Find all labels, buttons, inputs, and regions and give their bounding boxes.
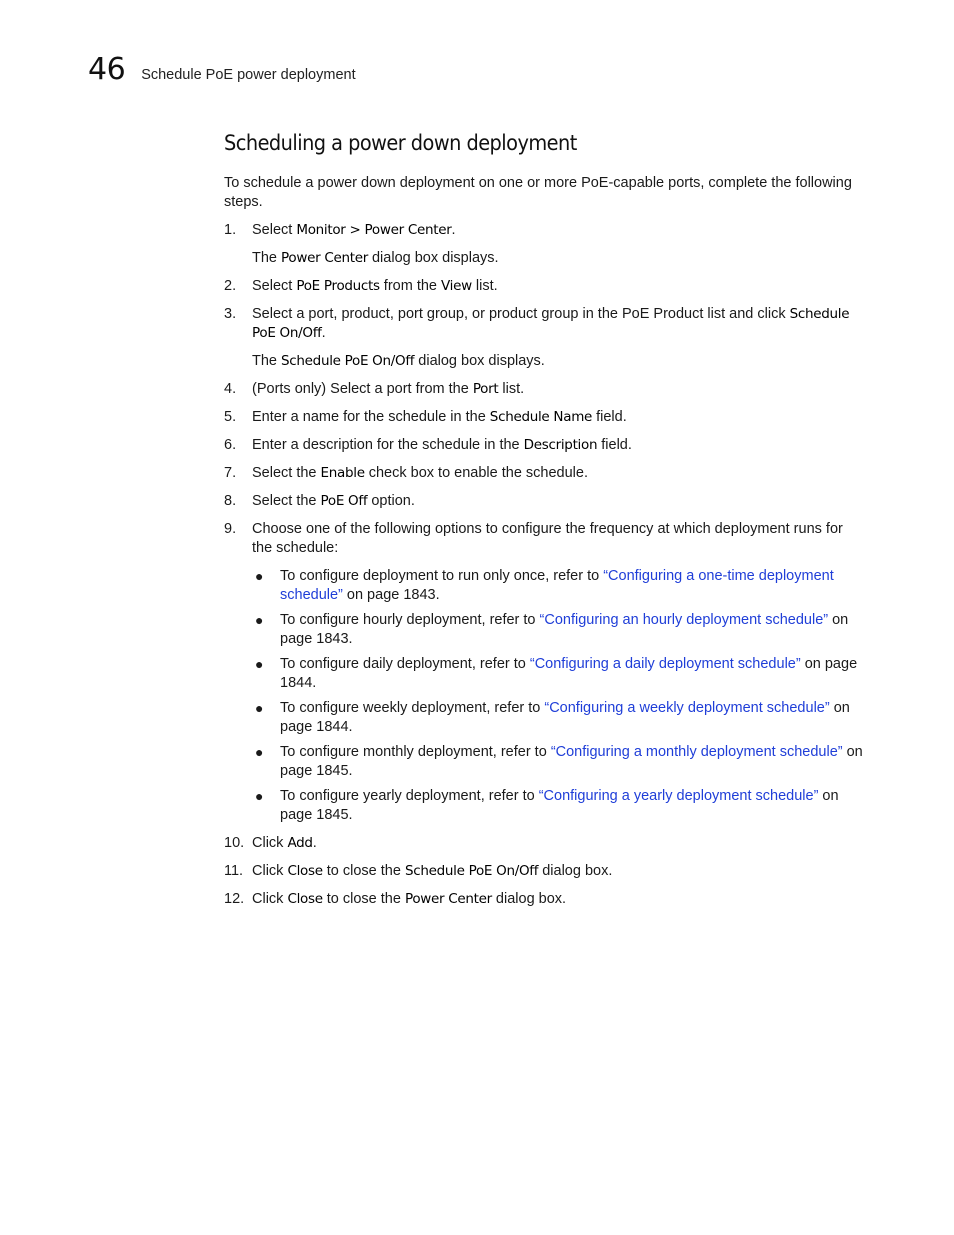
running-title: Schedule PoE power deployment	[141, 67, 356, 83]
step-5	[224, 408, 866, 427]
steps-list	[224, 221, 866, 909]
step-number: 7.	[224, 465, 237, 481]
ui-term: Add	[287, 835, 313, 851]
ui-term: PoE Products	[296, 278, 380, 294]
section-title: Scheduling a power down deployment	[224, 131, 577, 156]
ui-term: Enable	[320, 465, 365, 481]
ui-term: Close	[287, 891, 323, 907]
xref-link-hourly[interactable]: “Configuring an hourly deployment schedule”	[539, 612, 829, 628]
ui-term: PoE Off	[320, 493, 368, 509]
list-item: ● To configure daily deployment, refer to “Configuring a daily deployment schedule” on page 1844.	[255, 656, 858, 691]
step-text: Select a port, product, port group, or product group in the PoE Product list and click Schedule PoE On/Off.	[252, 306, 850, 341]
xref-link-daily[interactable]: “Configuring a daily deployment schedule”	[529, 656, 801, 672]
step-result: The Schedule PoE On/Off dialog box displays.	[252, 353, 545, 369]
step-text: Select the Enable check box to enable the schedule.	[252, 465, 588, 481]
step-number: 10.	[224, 835, 245, 851]
xref-link-monthly[interactable]: “Configuring a monthly deployment schedule”	[550, 744, 843, 760]
step-12	[224, 890, 866, 909]
ui-term: Monitor > Power Center	[296, 222, 452, 238]
step-number: 3.	[224, 306, 237, 322]
step-1	[224, 221, 866, 268]
step-number: 6.	[224, 437, 237, 453]
step-4	[224, 380, 866, 399]
step-text: Enter a description for the schedule in the Description field.	[252, 437, 632, 453]
step-3	[224, 305, 866, 371]
bullet-icon: ●	[255, 700, 264, 716]
chapter-number: 46	[88, 52, 126, 87]
ui-term: Schedule PoE On/Off	[281, 353, 415, 369]
bullet-icon: ●	[255, 744, 264, 760]
step-7	[224, 464, 866, 483]
bullet-icon: ●	[255, 568, 264, 584]
xref-link-one-time[interactable]: “Configuring a one-time deployment schedule”	[280, 568, 834, 603]
frequency-options-list	[252, 567, 866, 825]
step-10	[224, 834, 866, 853]
step-number: 1.	[224, 222, 237, 238]
ui-term: Close	[287, 863, 323, 879]
step-11	[224, 862, 866, 881]
step-text: Enter a name for the schedule in the Schedule Name field.	[252, 409, 627, 425]
list-item: ● To configure yearly deployment, refer to “Configuring a yearly deployment schedule” on page 1845.	[255, 788, 839, 823]
step-number: 5.	[224, 409, 237, 425]
step-text: Click Add.	[252, 835, 317, 851]
step-text: Select Monitor > Power Center.	[252, 222, 456, 238]
step-number: 12.	[224, 891, 245, 907]
ui-term: Description	[523, 437, 598, 453]
step-6	[224, 436, 866, 455]
list-item: ● To configure monthly deployment, refer to “Configuring a monthly deployment schedule” on page 1845.	[255, 744, 863, 779]
step-text: Click Close to close the Power Center dialog box.	[252, 891, 567, 907]
step-result: The Power Center dialog box displays.	[252, 250, 499, 266]
step-number: 11.	[224, 863, 244, 879]
xref-link-yearly[interactable]: “Configuring a yearly deployment schedule”	[538, 788, 819, 804]
list-item: ● To configure weekly deployment, refer to “Configuring a weekly deployment schedule” on page 1844.	[255, 700, 850, 735]
ui-term: Port	[472, 381, 499, 397]
ui-term: View	[441, 278, 472, 294]
step-text: (Ports only) Select a port from the Port list.	[252, 381, 525, 397]
main-content	[224, 131, 866, 918]
step-text: Choose one of the following options to configure the frequency at which deployment runs for the schedule:	[252, 521, 843, 556]
step-8	[224, 492, 866, 511]
list-item: ● To configure deployment to run only once, refer to “Configuring a one-time deployment schedule” on page 1843.	[255, 568, 834, 603]
step-text: Click Close to close the Schedule PoE On/Off dialog box.	[252, 863, 613, 879]
section-intro: To schedule a power down deployment on one or more PoE-capable ports, complete the following steps.	[224, 175, 852, 210]
step-number: 2.	[224, 278, 237, 294]
xref-link-weekly[interactable]: “Configuring a weekly deployment schedule”	[544, 700, 830, 716]
ui-term: Schedule PoE On/Off	[404, 863, 539, 879]
ui-term: Schedule Name	[489, 409, 593, 425]
list-item: ● To configure hourly deployment, refer to “Configuring an hourly deployment schedule” on page 1843.	[255, 612, 849, 647]
step-text: Select the PoE Off option.	[252, 493, 415, 509]
bullet-icon: ●	[255, 788, 264, 804]
ui-term: Schedule PoE On/Off	[252, 306, 850, 341]
step-2	[224, 277, 866, 296]
page-header	[88, 52, 356, 87]
step-number: 4.	[224, 381, 237, 397]
step-text: Select PoE Products from the View list.	[252, 278, 498, 294]
step-9	[224, 520, 866, 825]
ui-term: Power Center	[281, 250, 368, 266]
ui-term: Power Center	[404, 891, 492, 907]
step-number: 9.	[224, 521, 237, 537]
bullet-icon: ●	[255, 656, 264, 672]
bullet-icon: ●	[255, 612, 264, 628]
step-number: 8.	[224, 493, 237, 509]
